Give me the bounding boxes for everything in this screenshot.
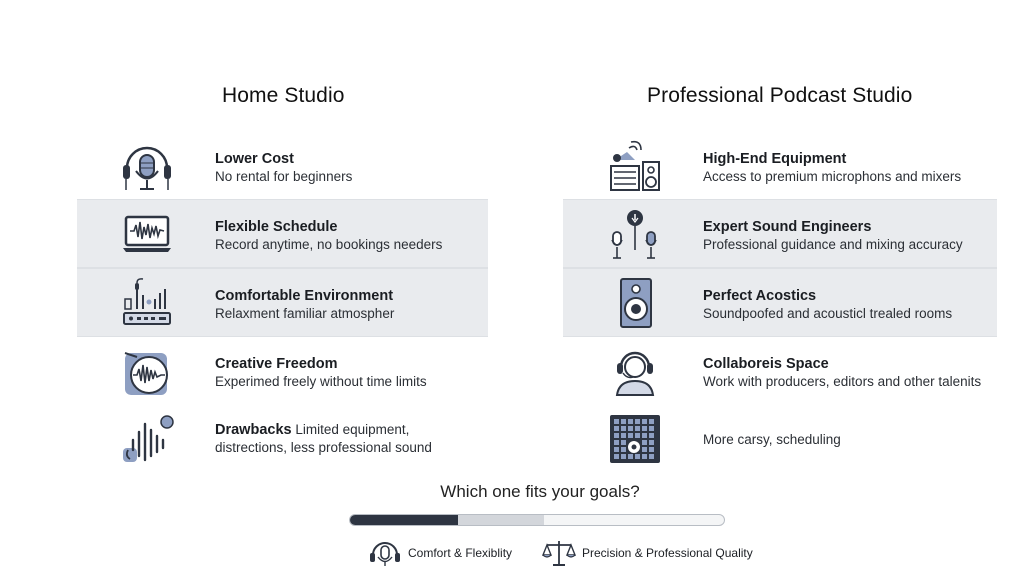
list-item [563,337,997,404]
rack-speaker-icon [607,138,663,194]
item-name: Creative Freedom [215,356,338,372]
list-item [77,199,488,268]
list-item [77,132,488,199]
item-name: Collaboreis Space [703,356,829,372]
list-item [77,337,488,404]
item-desc: Record anytime, no bookings needers [215,237,443,252]
list-item [563,404,997,471]
item-name: Comfortable Environment [215,288,394,304]
headphones-mic-icon [368,538,402,568]
item-desc: Soundpoofed and acousticl trealed rooms [703,306,953,321]
item-desc: Work with producers, editors and other talenits [703,374,982,389]
item-desc: Professional guidance and mixing accuracy [703,237,963,252]
progress-bar [349,514,725,526]
pro-studio-list [563,132,997,471]
item-name: Lower Cost [215,151,294,167]
question-text: Which one fits your goals? [440,482,640,501]
legend-comfort [368,538,512,568]
list-item [563,132,997,199]
item-desc: Limited equipment, [295,422,410,437]
item-desc: Experimed freely without time limits [215,374,427,389]
item-desc: No rental for beginners [215,169,353,184]
item-desc-2: distrections, less professional sound [215,440,432,455]
balance-scale-icon [542,538,576,568]
progress-fill-mid [458,515,544,525]
item-desc: Access to premium microphons and mixers [703,169,962,184]
item-name: Perfect Acostics [703,288,817,304]
progress-fill-dark [350,515,458,525]
item-desc: More carsy, scheduling [703,432,841,447]
item-name: High-End Equipment [703,151,847,167]
legend-label: Precision & Professional Quality [582,546,753,560]
legend-precision [542,538,753,568]
item-name: Flexible Schedule [215,219,338,235]
list-item [563,268,997,337]
person-headset-icon [607,343,663,399]
mixer-grid-icon [607,410,663,466]
list-item [77,404,488,471]
legend-label: Comfort & Flexiblity [408,546,513,560]
microphones-engineer-icon [607,206,663,262]
audio-interface-icon [119,275,175,331]
list-item [77,268,488,337]
item-desc: Relaxment familiar atmospher [215,306,395,321]
headphones-microphone-icon [119,138,175,194]
waveform-disc-icon [119,343,175,399]
sound-bars-icon [119,410,175,466]
pro-studio-title: Professional Podcast Studio [647,84,913,107]
home-studio-title: Home Studio [222,84,345,107]
item-name: Expert Sound Engineers [703,219,872,235]
speaker-icon [607,275,663,331]
laptop-waveform-icon [119,206,175,262]
home-studio-list [77,132,488,471]
list-item [563,199,997,268]
item-name: Drawbacks [215,422,292,438]
